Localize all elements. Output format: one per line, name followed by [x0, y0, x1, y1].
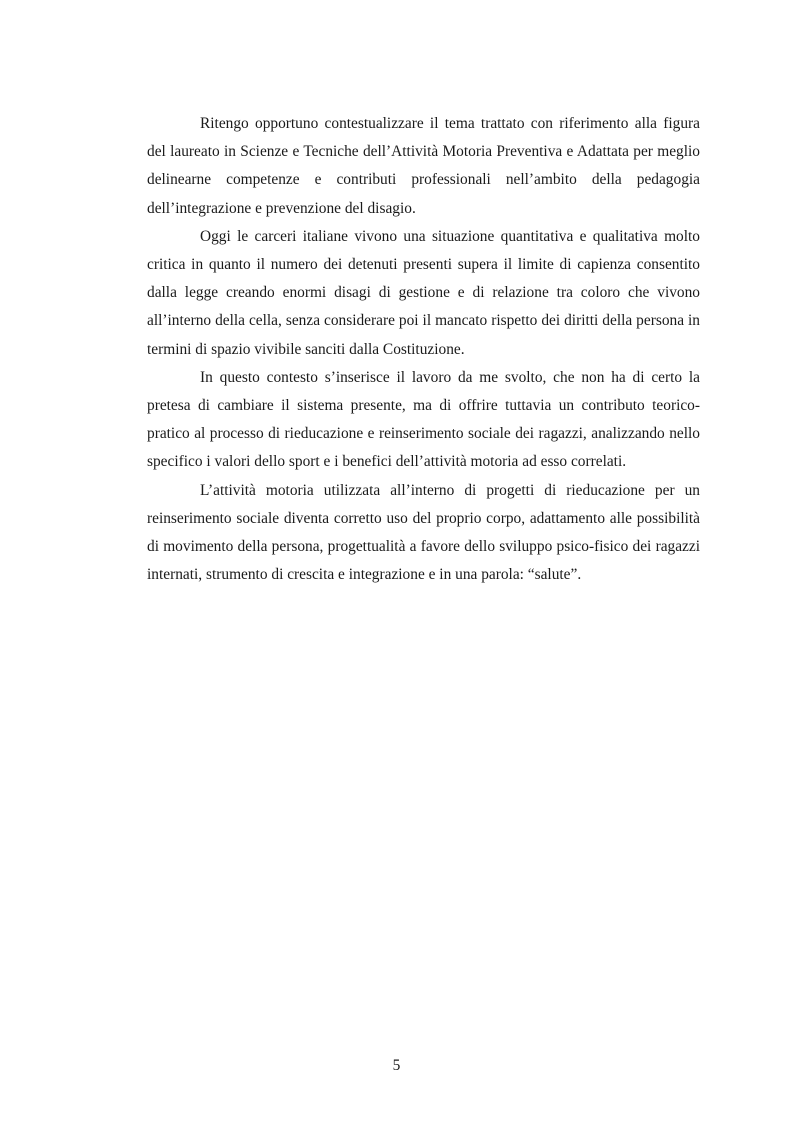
paragraph-3: In questo contesto s’inserisce il lavoro da me svolto, che non ha di certo la pretesa di cambiare il sistema presente, ma di offrire tuttavia un contributo teorico-pratico al processo di rieducazione e reinserimento sociale dei ragazzi, analizzando nello specifico i valori dello sport e i benefici dell’attività motoria ad esso correlati.	[147, 368, 700, 471]
body-text	[147, 110, 700, 589]
paragraph-4: L’attività motoria utilizzata all’interno di progetti di rieducazione per un reinserimento sociale diventa corretto uso del proprio corpo, adattamento alle possibilità di movimento della persona, progettualità a favore dello sviluppo psico-fisico dei ragazzi internati, strumento di crescita e integrazione e in una parola: “salute”.	[147, 481, 700, 584]
paragraph-2: Oggi le carceri italiane vivono una situazione quantitativa e qualitativa molto critica in quanto il numero dei detenuti presenti supera il limite di capienza consentito dalla legge creando enormi disagi di gestione e di relazione tra coloro che vivono all’interno della cella, senza considerare poi il mancato rispetto dei diritti della persona in termini di spazio vivibile sanciti dalla Costituzione.	[147, 227, 700, 358]
page-number: 5	[392, 1057, 401, 1074]
paragraph-1: Ritengo opportuno contestualizzare il tema trattato con riferimento alla figura del laureato in Scienze e Tecniche dell’Attività Motoria Preventiva e Adattata per meglio delinearne competenze e contributi professionali nell’ambito della pedagogia dell’integrazione e prevenzione del disagio.	[147, 115, 700, 217]
